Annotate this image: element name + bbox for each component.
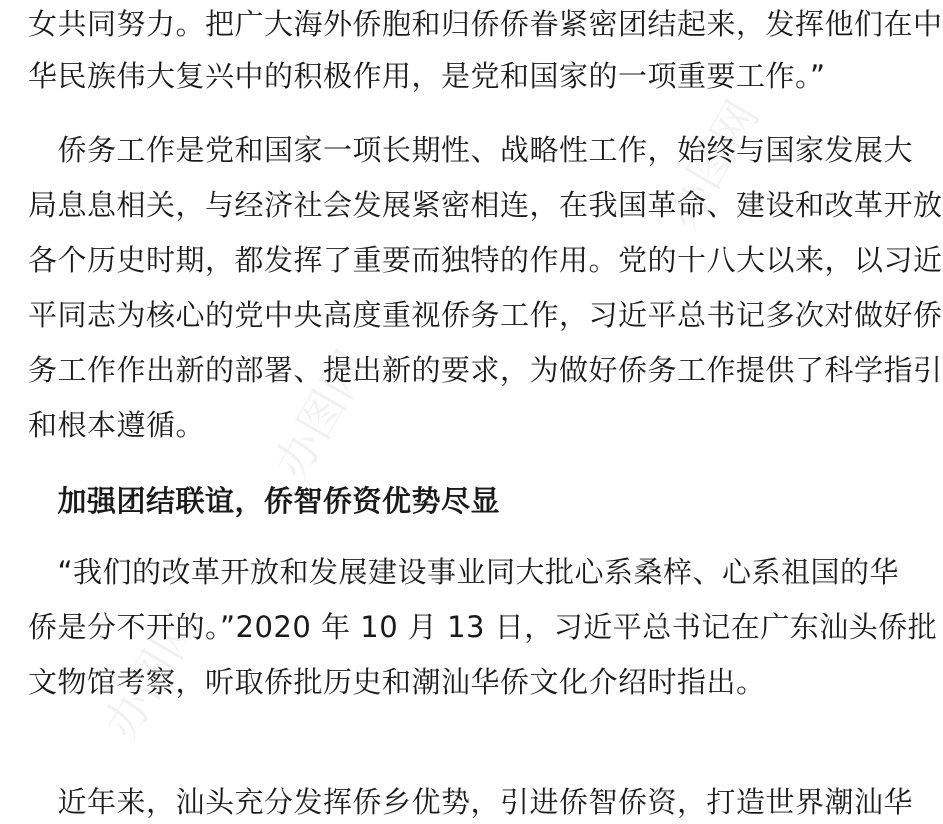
body-line: 女共同努力。把广大海外侨胞和归侨侨眷紧密团结起来，发挥他们在中: [28, 7, 943, 41]
body-line: 侨是分不开的。”2020 年 10 月 13 日，习近平总书记在广东汕头侨批: [28, 610, 938, 644]
body-line: 务工作作出新的部署、提出新的要求，为做好侨务工作提供了科学指引: [28, 353, 943, 387]
watermark: 办图网: [263, 341, 380, 488]
watermark: 办图网: [93, 601, 210, 748]
watermark: 办图网: [653, 91, 770, 238]
body-line: 平同志为核心的党中央高度重视侨务工作，习近平总书记多次对做好侨: [28, 298, 943, 332]
body-line: 和根本遵循。: [28, 408, 206, 442]
body-line: “我们的改革开放和发展建设事业同大批心系桑梓、心系祖国的华: [28, 555, 900, 589]
body-line: 近年来，汕头充分发挥侨乡优势，引进侨智侨资，打造世界潮汕华: [28, 785, 914, 819]
body-line: 局息息相关，与经济社会发展紧密相连，在我国革命、建设和改革开放: [28, 188, 943, 222]
section-heading: 加强团结联谊，侨智侨资优势尽显: [28, 484, 501, 518]
body-line: 侨务工作是党和国家一项长期性、战略性工作，始终与国家发展大: [28, 133, 914, 167]
body-line: 各个历史时期，都发挥了重要而独特的作用。党的十八大以来，以习近: [28, 243, 943, 277]
body-line: 华民族伟大复兴中的积极作用，是党和国家的一项重要工作。”: [28, 59, 826, 93]
body-line: 文物馆考察，听取侨批历史和潮汕华侨文化介绍时指出。: [28, 665, 766, 699]
